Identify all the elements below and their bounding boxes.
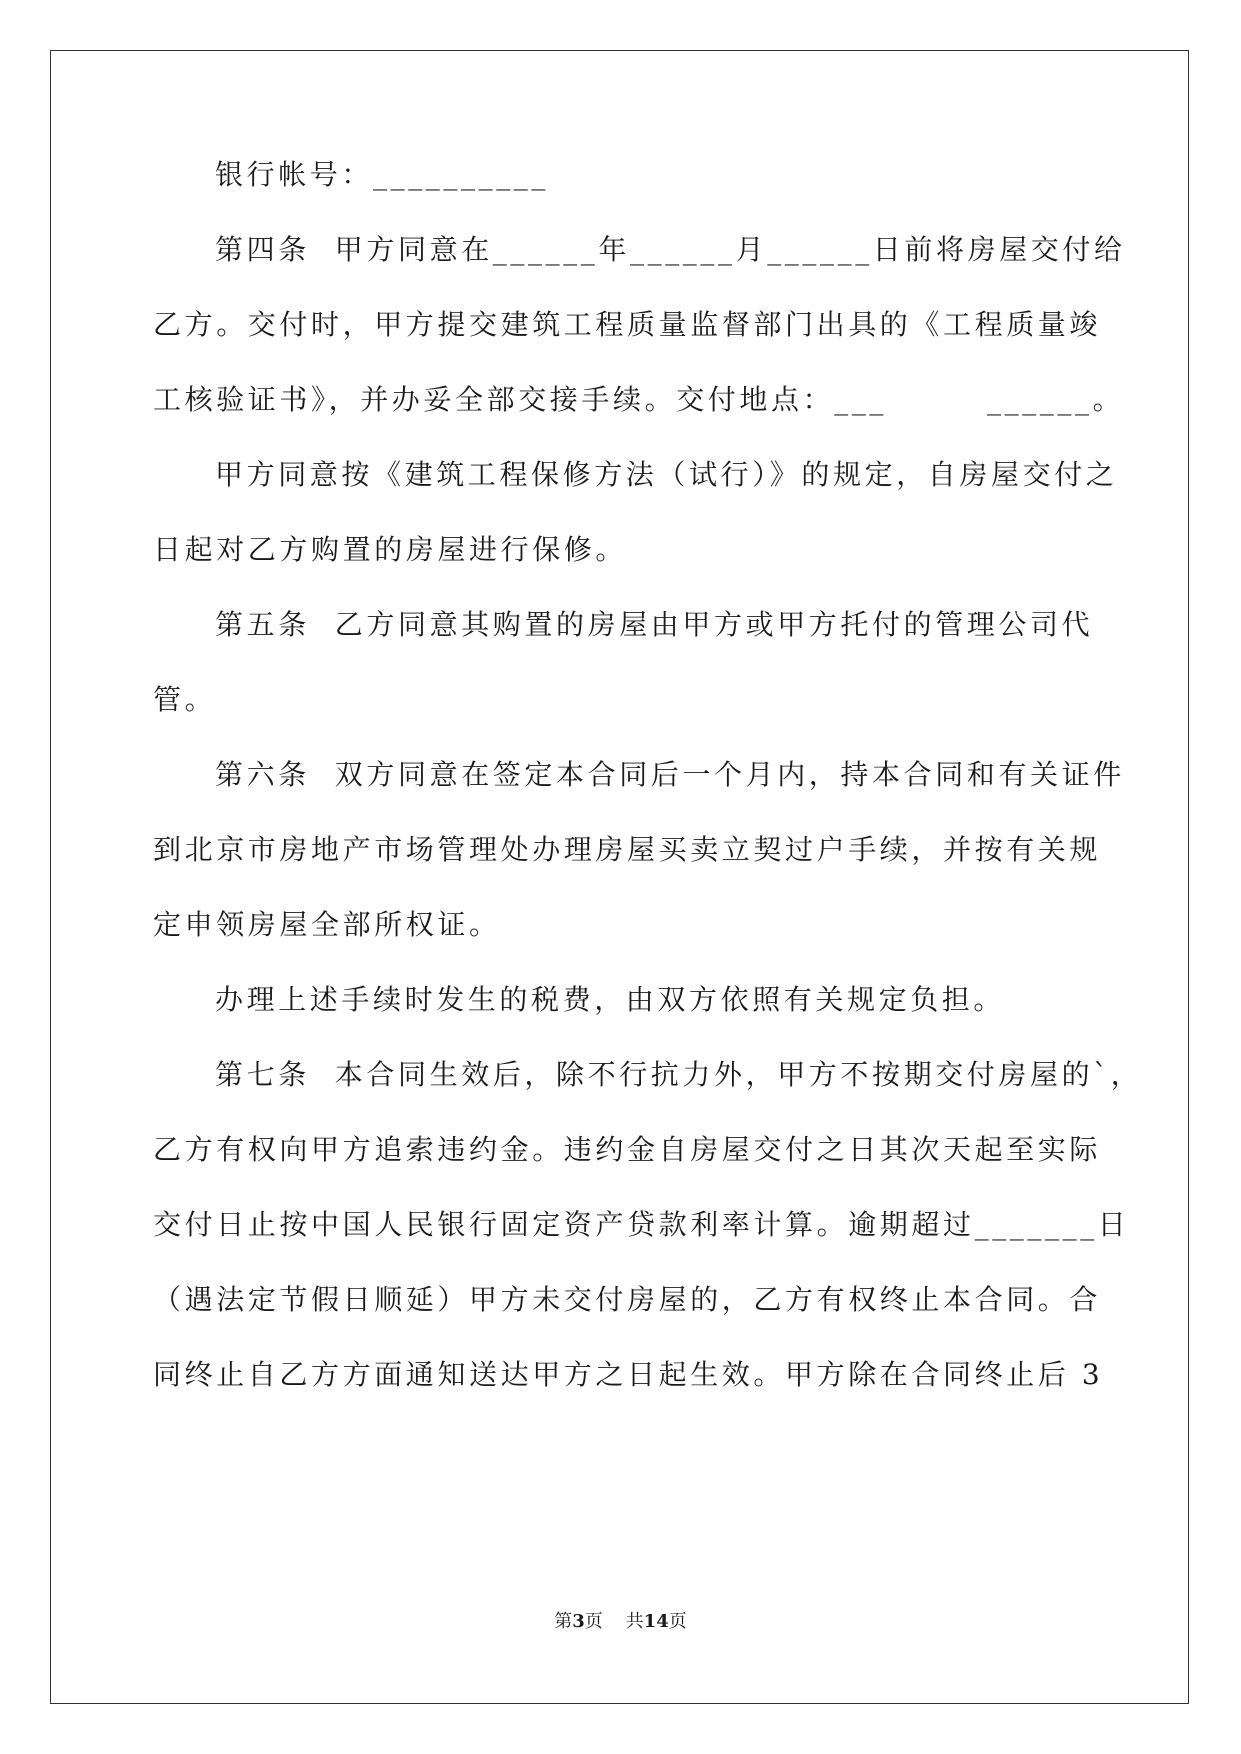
- line-warranty-cont: 日起对乙方购置的房屋进行保修。: [153, 533, 628, 566]
- line-article-4-cont-1: 乙方。交付时，甲方提交建筑工程质量监督部门出具的《工程质量竣: [153, 308, 1102, 341]
- line-article-7-cont-2: 交付日止按中国人民银行固定资产贷款利率计算。逾期超过_______日: [153, 1208, 1130, 1241]
- line-bank-account: 银行帐号：__________: [215, 158, 550, 191]
- page-border: [50, 50, 1189, 1704]
- line-article-6-start: 第六条 双方同意在签定本合同后一个月内，持本合同和有关证件: [215, 758, 1125, 791]
- line-article-7-cont-1: 乙方有权向甲方追索违约金。违约金自房屋交付之日其次天起至实际: [153, 1133, 1102, 1166]
- footer-total-suffix: 页: [668, 1611, 687, 1632]
- line-article-6-cont-1: 到北京市房地产市场管理处办理房屋买卖立契过户手续，并按有关规: [153, 833, 1102, 866]
- line-warranty-start: 甲方同意按《建筑工程保修方法（试行）》的规定，自房屋交付之: [215, 458, 1118, 491]
- footer-page-current: 3: [572, 1611, 585, 1632]
- line-article-6-cont-2: 定申领房屋全部所权证。: [153, 908, 501, 941]
- footer-page-suffix: 页: [584, 1611, 603, 1632]
- footer-total-prefix: 共: [625, 1611, 644, 1632]
- line-article-4-cont-2: 工核验证书》，并办妥全部交接手续。交付地点：___ ______。: [153, 383, 1125, 416]
- footer-page-total: 14: [643, 1611, 669, 1632]
- line-article-5-start: 第五条 乙方同意其购置的房屋由甲方或甲方托付的管理公司代: [215, 608, 1094, 641]
- footer-page-prefix: 第: [554, 1611, 573, 1632]
- line-article-4-start: 第四条 甲方同意在______年______月______日前将房屋交付给: [215, 233, 1126, 266]
- line-article-7-start: 第七条 本合同生效后，除不行抗力外，甲方不按期交付房屋的`，: [215, 1058, 1143, 1091]
- line-taxes: 办理上述手续时发生的税费，由双方依照有关规定负担。: [215, 983, 1006, 1016]
- page-footer: [0, 1610, 1241, 1634]
- line-article-5-cont: 管。: [153, 683, 217, 716]
- line-article-7-cont-3: （遇法定节假日顺延）甲方未交付房屋的，乙方有权终止本合同。合: [153, 1283, 1102, 1316]
- line-article-7-cont-4: 同终止自乙方方面通知送达甲方之日起生效。甲方除在合同终止后 3: [153, 1358, 1104, 1391]
